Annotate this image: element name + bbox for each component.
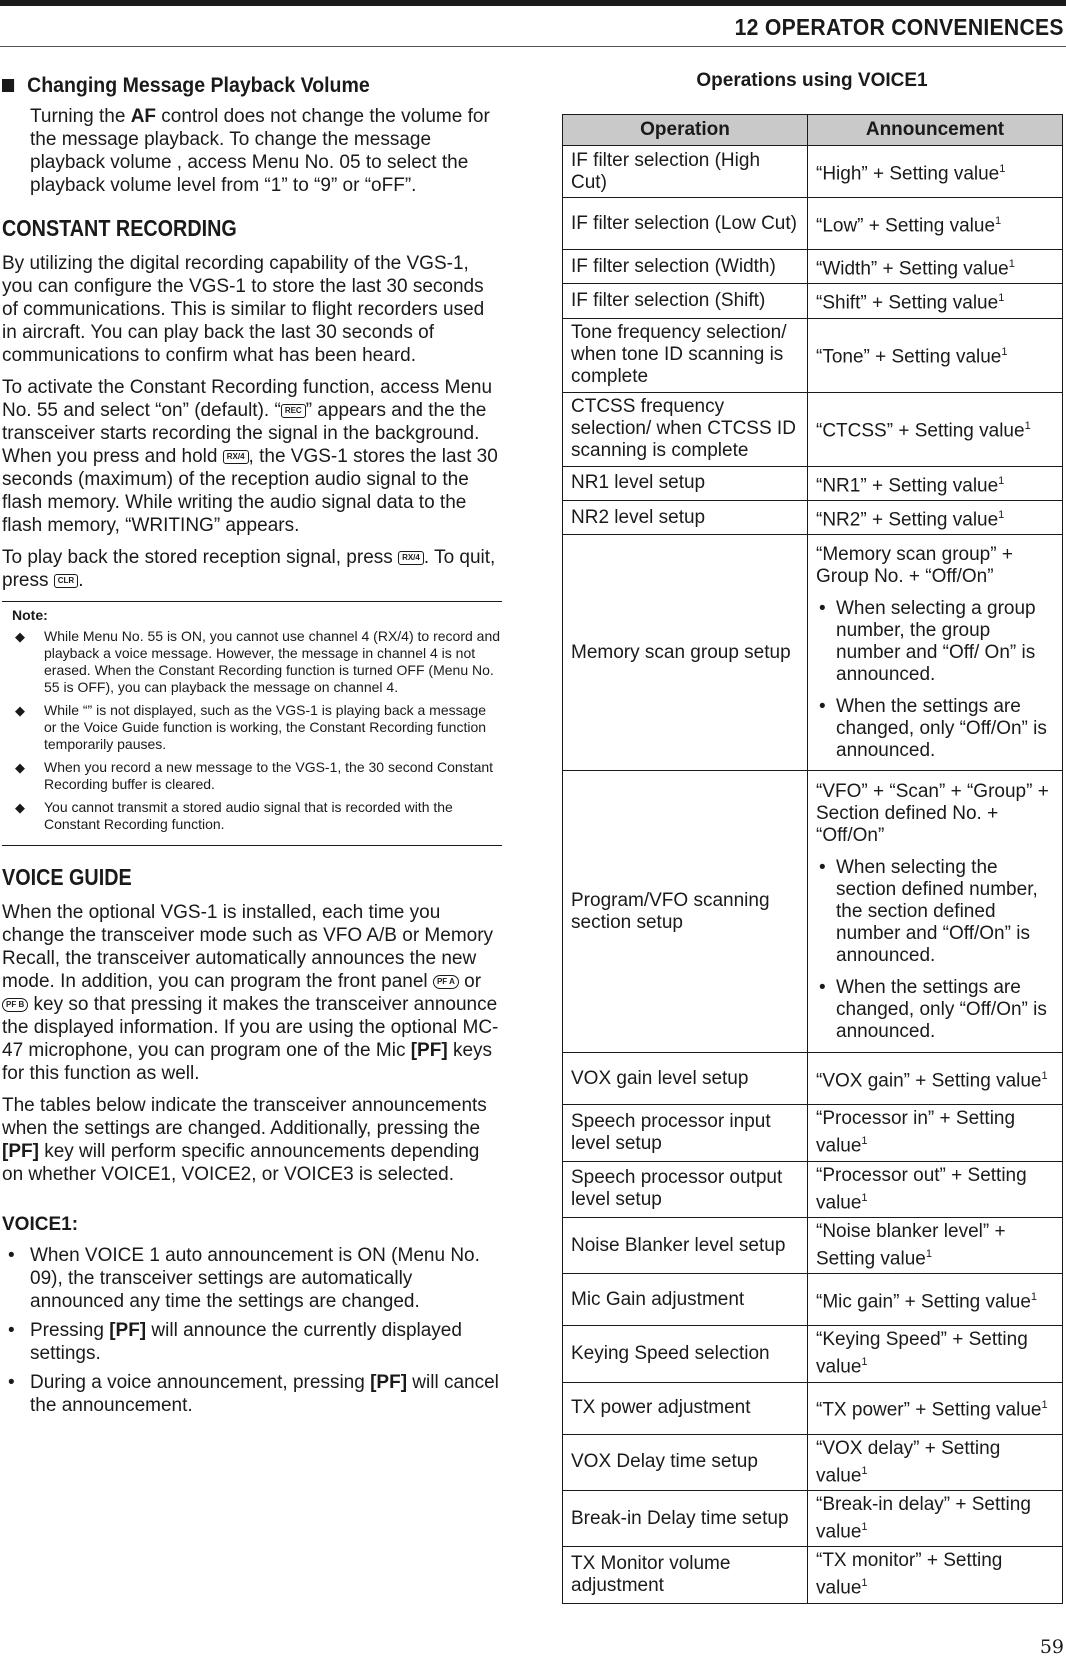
- rx4-key-icon: RX/4: [398, 551, 424, 565]
- voice1-heading: VOICE1:: [2, 1214, 79, 1235]
- note-item: ◆ While “” is not displayed, such as the VGS-1 is playing back a message or the Voice Guide function is working, the Constant Recording function temporarily pauses.: [15, 702, 487, 752]
- list-item: • During a voice announcement, pressing [PF] will cancel the announcement.: [8, 1372, 499, 1416]
- table-row: IF filter selection (High Cut) “High” + Setting value$^1$: [563, 146, 1063, 198]
- top-rule: [0, 0, 1066, 6]
- table-row: Noise Blanker level setup “Noise blanker level” + Setting value$^1$: [563, 1217, 1063, 1273]
- list-item: • When the settings are changed, only “Off/On” is announced.: [819, 695, 1047, 761]
- pf-b-key-icon: PF B: [2, 998, 28, 1012]
- list-item: • When VOICE 1 auto announcement is ON (Menu No. 09), the transceiver settings are automatically announced any time the settings are changed.: [8, 1245, 480, 1312]
- pf-key-label: [PF]: [2, 1141, 39, 1162]
- left-column: [2, 70, 502, 1423]
- constant-p1: By utilizing the digital recording capability of the VGS-1, you can configure the VGS-1 to store the last 30 seconds of communications. This is similar to flight recorders used in aircraft. You can play back the last 30 seconds of communications to confirm what has been heard.: [2, 253, 485, 366]
- list-item: • When the settings are changed, only “Off/On” is announced.: [819, 976, 1047, 1042]
- voice1-bullets: [2, 1244, 502, 1417]
- pf-key-label: [PF]: [410, 1040, 448, 1061]
- voice-guide-heading: VOICE GUIDE: [2, 864, 132, 890]
- constant-recording-heading: CONSTANT RECORDING: [2, 215, 237, 241]
- voice-guide-p2: The tables below indicate the transceiver announcements when the settings are changed. Additionally, pressing the [PF] key will perform specific announcements depending on whether VOICE1, VOICE2, or VOICE3 is selected.: [2, 1095, 487, 1185]
- page-number: 59: [1039, 1636, 1064, 1658]
- table-row: NR1 level setup “NR1” + Setting value$^1$: [563, 466, 1063, 500]
- pf-a-key-icon: PF A: [433, 975, 459, 989]
- column-header-announcement: Announcement: [808, 115, 1063, 146]
- chapter-header: 12 OPERATOR CONVENIENCES: [734, 14, 1064, 40]
- list-item: • Pressing [PF] will announce the currently displayed settings.: [8, 1320, 462, 1364]
- table-row: Memory scan group setup “Memory scan group” + Group No. + “Off/On” • When selecting a group number, the group number and “Off/ On” is announced. • When the settings are changed, only “Off/On” is announced.: [563, 535, 1063, 771]
- table-row: Program/VFO scanning section setup “VFO” + “Scan” + “Group” + Section defined No. + “Off/On” • When selecting the section defined number, the section defined number and “Off/On” is announced. • When the settings are changed, only “Off/On” is announced.: [563, 771, 1063, 1053]
- note-box: [2, 601, 502, 846]
- table-row: Keying Speed selection “Keying Speed” + Setting value$^1$: [563, 1326, 1063, 1382]
- table-row: VOX Delay time setup “VOX delay” + Setting value$^1$: [563, 1434, 1063, 1490]
- playback-heading: [2, 74, 467, 97]
- diamond-bullet-icon: ◆: [15, 629, 25, 644]
- playback-heading-text: Changing Message Playback Volume: [27, 74, 370, 97]
- table-title: Operations using VOICE1: [696, 70, 928, 91]
- table-row: Break-in Delay time setup “Break-in delay” + Setting value$^1$: [563, 1490, 1063, 1546]
- voice-guide-p1: When the optional VGS-1 is installed, each time you change the transceiver mode such as VFO A/B or Memory Recall, the transceiver automatically announces the new mode. In addition, you can program the front panel PF A or PF B key so that pressing it makes the transceiver announce the displayed information. If you are using the optional MC-47 microphone, you can program one of the Mic [PF] keys for this function as well.: [2, 902, 499, 1084]
- table-row: NR2 level setup “NR2” + Setting value$^1$: [563, 500, 1063, 534]
- note-title: Note:: [12, 607, 48, 623]
- table-row: CTCSS frequency selection/ when CTCSS ID scanning is complete “CTCSS” + Setting value$^1$: [563, 392, 1063, 466]
- diamond-bullet-icon: ◆: [15, 800, 25, 815]
- clr-key-icon: CLR: [54, 574, 78, 588]
- table-row: IF filter selection (Shift) “Shift” + Setting value$^1$: [563, 284, 1063, 318]
- constant-p3: To play back the stored reception signal, press RX/4 . To quit, press CLR .: [2, 547, 496, 591]
- diamond-bullet-icon: ◆: [15, 760, 25, 775]
- voice1-operations-table: [562, 114, 1063, 1604]
- note-item: ◆ You cannot transmit a stored audio signal that is recorded with the Constant Recording function.: [15, 799, 453, 832]
- table-row: TX power adjustment “TX power” + Setting value$^1$: [563, 1382, 1063, 1434]
- constant-p2: To activate the Constant Recording function, access Menu No. 55 and select “on” (default). “ REC ” appears and the the transceiver starts recording the signal in the background. When you press and hold RX/4 , the VGS-1 stores the last 30 seconds (maximum) of the reception audio signal to the flash memory. While writing the audio signal data to the flash memory, “WRITING” appears.: [2, 377, 498, 536]
- table-row: IF filter selection (Low Cut) “Low” + Setting value$^1$: [563, 198, 1063, 250]
- note-item: ◆ While Menu No. 55 is ON, you cannot use channel 4 (RX/4) to record and playback a voice message. However, the message in channel 4 is not erased. When the Constant Recording function is turned OFF (Menu No. 55 is OFF), you can playback the message on channel 4.: [15, 628, 501, 695]
- table-row: Speech processor output level setup “Processor out” + Setting value$^1$: [563, 1161, 1063, 1217]
- note-item: ◆ When you record a new message to the VGS-1, the 30 second Constant Recording buffer is cleared.: [15, 759, 494, 792]
- table-row: TX Monitor volume adjustment “TX monitor” + Setting value$^1$: [563, 1547, 1063, 1603]
- table-row: Speech processor input level setup “Processor in” + Setting value$^1$: [563, 1105, 1063, 1161]
- header-divider: [0, 46, 1066, 47]
- rx4-key-icon: RX/4: [223, 450, 249, 464]
- table-row: VOX gain level setup “VOX gain” + Setting value$^1$: [563, 1053, 1063, 1105]
- square-bullet-icon: [2, 79, 14, 92]
- diamond-bullet-icon: ◆: [15, 703, 25, 718]
- list-item: • When selecting the section defined number, the section defined number and “Off/On” is announced.: [819, 856, 1038, 966]
- table-row: Mic Gain adjustment “Mic gain” + Setting value$^1$: [563, 1274, 1063, 1326]
- table-header-row: [563, 115, 1063, 146]
- recording-indicator-icon: REC: [281, 404, 306, 418]
- table-row: IF filter selection (Width) “Width” + Setting value$^1$: [563, 250, 1063, 284]
- list-item: • When selecting a group number, the group number and “Off/ On” is announced.: [819, 597, 1036, 685]
- table-row: Tone frequency selection/ when tone ID scanning is complete “Tone” + Setting value$^1$: [563, 318, 1063, 392]
- af-control-label: AF: [130, 106, 157, 127]
- playback-paragraph: Turning the AF control does not change the volume for the message playback. To change the message playback volume , access Menu No. 05 to select the playback volume level from “1” to “9” or “oFF”.: [30, 106, 490, 196]
- column-header-operation: Operation: [563, 115, 808, 146]
